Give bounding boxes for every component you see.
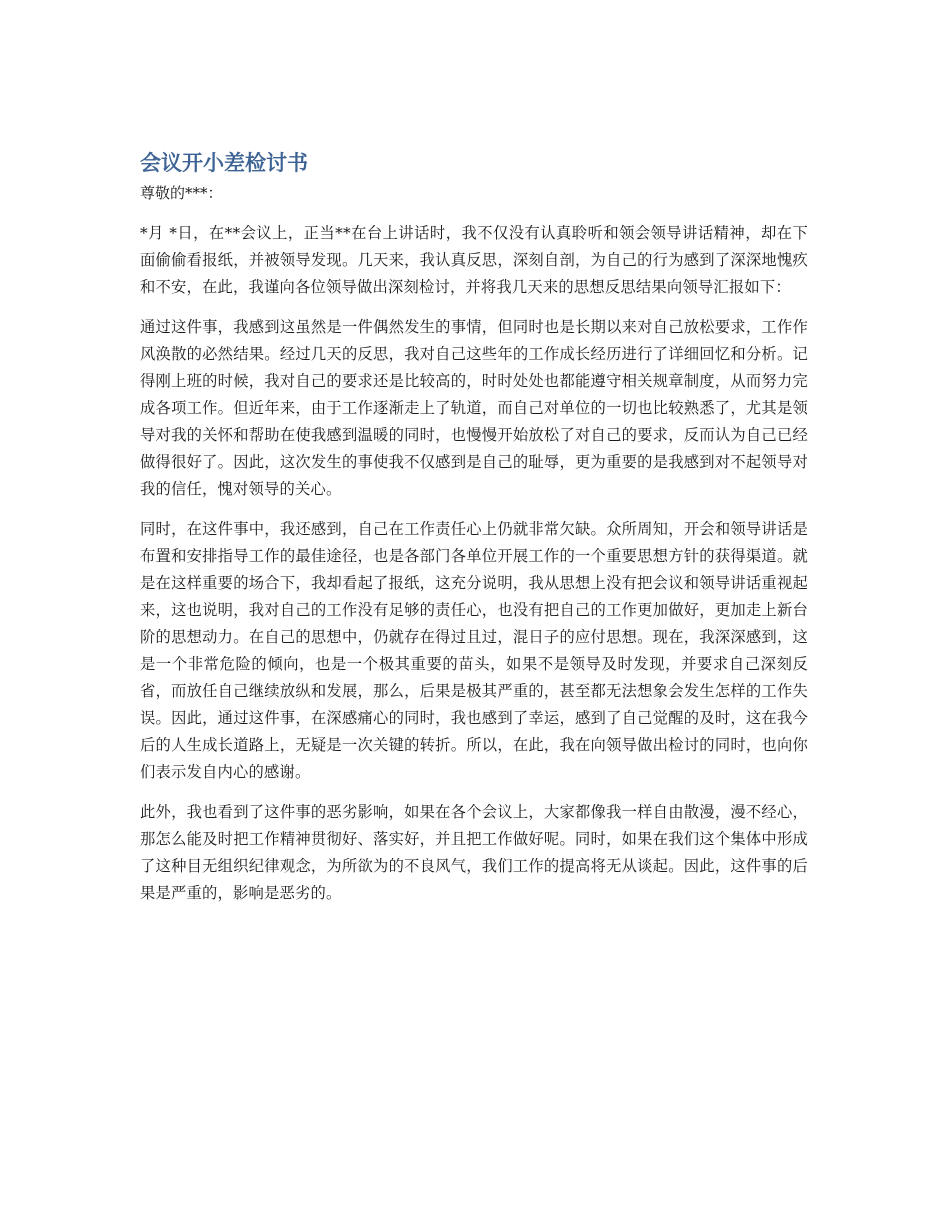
paragraph-4: 此外，我也看到了这件事的恶劣影响，如果在各个会议上，大家都像我一样自由散漫，漫不经心，那怎么能及时把工作精神贯彻好、落实好，并且把工作做好呢。同时，如果在我们这个集体中形成了这种目无组织纪律观念，为所欲为的不良风气，我们工作的提高将无从谈起。因此，这件事的后果是严重的，影响是恶劣的。: [140, 803, 808, 902]
paragraph-3: 同时，在这件事中，我还感到，自己在工作责任心上仍就非常欠缺。众所周知，开会和领导讲话是布置和安排指导工作的最佳途径，也是各部门各单位开展工作的一个重要思想方针的获得渠道。就是在这样重要的场合下，我却看起了报纸，这充分说明，我从思想上没有把会议和领导讲话重视起来，这也说明，我对自己的工作没有足够的责任心，也没有把自己的工作更加做好，更加走上新台阶的思想动力。在自己的思想中，仍就存在得过且过，混日子的应付思想。现在，我深深感到，这是一个非常危险的倾向，也是一个极其重要的苗头，如果不是领导及时发现，并要求自己深刻反省，而放任自己继续放纵和发展，那么，后果是极其严重的，甚至都无法想象会发生怎样的工作失误。因此，通过这件事，在深感痛心的同时，我也感到了幸运，感到了自己觉醒的及时，这在我今后的人生成长道路上，无疑是一次关键的转折。所以，在此，我在向领导做出检讨的同时，也向你们表示发自内心的感谢。: [140, 520, 808, 781]
document-page: [140, 146, 808, 920]
document-title: 会议开小差检讨书: [140, 151, 308, 175]
salutation: 尊敬的***：: [140, 184, 223, 202]
paragraph-2: 通过这件事，我感到这虽然是一件偶然发生的事情，但同时也是长期以来对自己放松要求，工作作风涣散的必然结果。经过几天的反思，我对自己这些年的工作成长经历进行了详细回忆和分析。记得刚上班的时候，我对自己的要求还是比较高的，时时处处也都能遵守相关规章制度，从而努力完成各项工作。但近年来，由于工作逐渐走上了轨道，而自己对单位的一切也比较熟悉了，尤其是领导对我的关怀和帮助在使我感到温暖的同时，也慢慢开始放松了对自己的要求，反而认为自己已经做得很好了。因此，这次发生的事使我不仅感到是自己的耻辱，更为重要的是我感到对不起领导对我的信任，愧对领导的关心。: [140, 318, 808, 498]
paragraph-1: *月 *日，在**会议上，正当**在台上讲话时，我不仅没有认真聆听和领会领导讲话精神，却在下面偷偷看报纸，并被领导发现。几天来，我认真反思，深刻自剖，为自己的行为感到了深深地愧疚和不安，在此，我谨向各位领导做出深刻检讨，并将我几天来的思想反思结果向领导汇报如下：: [140, 224, 808, 296]
